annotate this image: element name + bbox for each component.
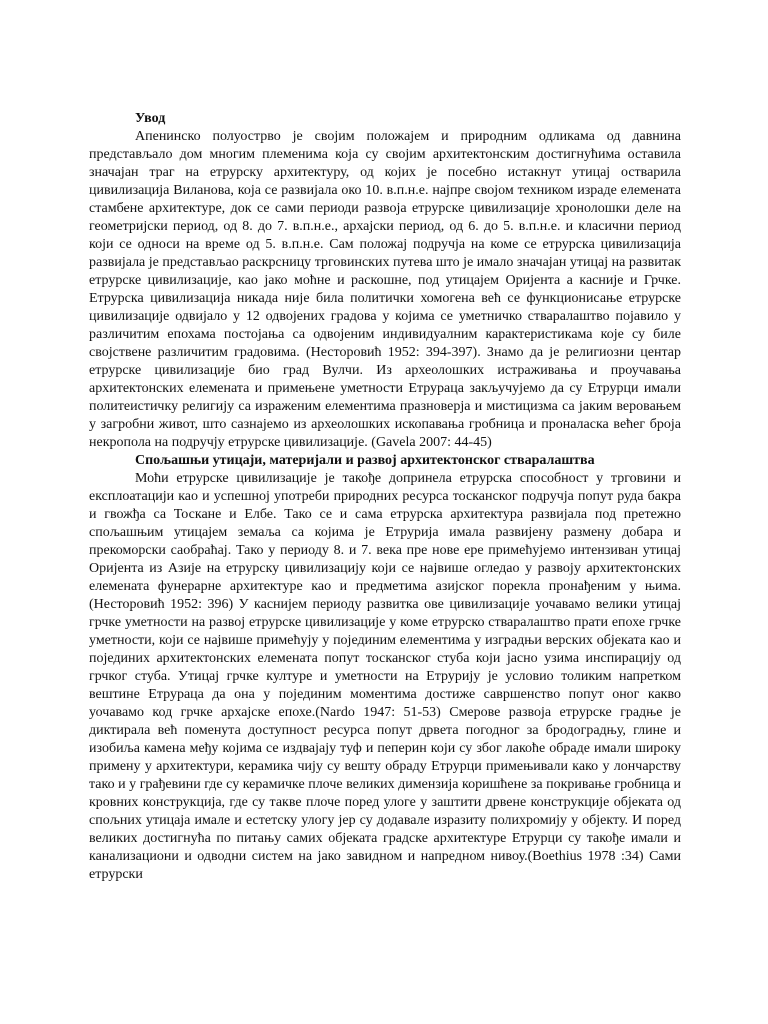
paragraph-external-influences: Моћи етрурске цивилизације је такође допринела етрурска способност у трговини и експлоатацији као и успешној употреби природних ресурса тосканског подручја попут руда бакра и гвожђа са Тоскане и Елбе. Тако се и сама етрурска архитектура развијала под претежно спољашњим утицајем земаља са којима је Етрурија имала развијену размену добара и прекоморски саобраћај. Тако у периоду 8. и 7. века пре нове ере примећујемо интензиван утицај Оријента из Азије на етрурску цивилизацију који се највише огледао у развоју архитектонских елемената фунерарне архитектуре као и предметима азијског порекла пронађеним у њима. (Несторовић 1952: 396) У каснијем периоду развитка ове цивилизације уочавамо велики утицај грчке уметности на развој етрурске цивилизације у коме етрурско стваралаштво прати епохе грчке уметности, који се највише примећују у појединим елементима у изградњи верских објеката као и појединих архитектонских елемената попут тосканског стуба који јасно узима инспирацију од грчког стуба. Утицај грчке културе и уметности на Етрурију је условио толиким напретком вештине Етрураца да она у појединим моментима достиже савршенство попут оног какво уочавамо код грчке архајске епохе.(Nardo 1947: 51-53) Смерове развоја етрурске градње је диктирала већ поменута доступност ресурса попут дрвета погодног за бродоградњу, глине и изобиља камена међу којима се издвајају туф и пеперин који су због лакоће обраде имали широку примену у архитектури, керамика чију су вешту обраду Етрурци примењивали како у лончарству тако и у грађевини где су керамичке плоче великих димензија коришћене за покривање гробница и кровних конструкција, где су такве плоче поред улоге у заштити дрвене конструкције објеката од спољних утицаја имале и естетску улогу јер су додавале изразиту полихромију у објекту. И поред великих достигнућа по питању самих објеката градске архитектуре Етрурци су такође имали и канализациони и одводни систем на јако завидном и напредном нивоу.(Boethius 1978 :34) Сами етрурски [89, 471, 681, 882]
paragraph-introduction: Апенинско полуострво је својим положајем и природним одликама од давнина представљало дом многим племенима која су својим архитектонским достигнућима оставила значајан траг на етрурску архитектуру, од којих је посебно истакнут утицај остварила цивилизација Виланова, која се развијала око 10. в.п.н.е. најпре својом техником израде елемената стамбене архитектуре, док се сами периоди развоја етрурске цивилизације хронолошки деле на геометријски период, од 8. до 7. в.п.н.е., архајски период, од 6. до 5. в.п.н.е. и класични период који се односи на време од 5. в.п.н.е. Сам положај подручја на коме се етрурска цивилизација развијала је представљао раскрсницу трговинских путева што је имало значајан утицај на развитак етрурске цивилизације, као јако моћне и раскошне, под утицајем Оријента а касније и Грчке. Етрурска цивилизација никада није била политички хомогена већ се функционисање етрурске цивилизације одвијало у 12 одвојених градова у којима се уметничко стваралаштво појавило у различитим епохама постојања са одвојеним индивидуалним карактеристикама које су биле својствене различитим градовима. (Несторовић 1952: 394-397). Знамо да је религиозни центар етрурске цивилизације био град Вулчи. Из археолошких истраживања и проучавања архитектонских елемената и примењене уметности Етрураца закључујемо да су Етрурци имали политеистичку религију са израженим елементима празноверја и мистицизма са јаким веровањем у загробни живот, што сазнајемо из археолошких ископавања гробница и проналаска већег броја некропола на подручју етрурске цивилизације. (Gavela 2007: 44-45) [89, 129, 681, 450]
document-page [89, 110, 681, 884]
section-heading-external-influences: Спољашњи утицаји, материјали и развој архитектонског стваралаштва [135, 453, 595, 468]
section-heading-introduction: Увод [135, 111, 166, 126]
